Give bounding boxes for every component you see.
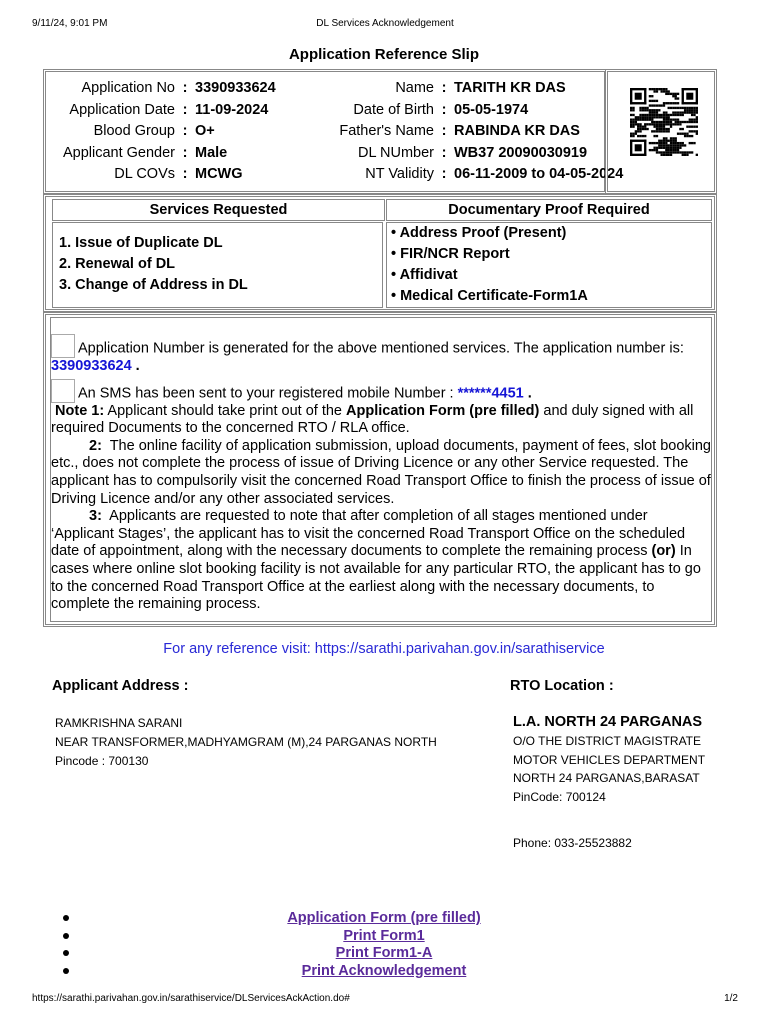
- info-label: Application No: [81, 80, 175, 96]
- address-line: RAMKRISHNA SARANI: [55, 716, 183, 730]
- info-value: 06-11-2009 to 04-05-2024: [454, 166, 624, 182]
- bullet-icon: [63, 933, 69, 939]
- info-value: O+: [195, 123, 215, 139]
- list-item: [0, 963, 768, 981]
- applicant-info-panel: [43, 69, 624, 194]
- info-value: MCWG: [195, 166, 243, 182]
- info-value: 05-05-1974: [454, 101, 529, 118]
- bullet-icon: [63, 968, 69, 974]
- page-title: Application Reference Slip: [288, 46, 480, 63]
- footer-url: https://sarathi.parivahan.gov.in/sarathiservice/DLServicesAckAction.do#: [32, 993, 350, 1004]
- colon: :: [182, 101, 188, 118]
- rto-line: MOTOR VEHICLES DEPARTMENT: [513, 752, 706, 767]
- app-number-text: Application Number is generated for the above mentioned services. The application number is:: [78, 340, 684, 357]
- qr-code-panel: [605, 69, 717, 194]
- action-links: [0, 910, 768, 980]
- proof-item: • Medical Certificate-Form1A: [391, 288, 588, 304]
- checkbox-icon: [51, 334, 75, 358]
- print-acknowledgement-link[interactable]: Print Acknowledgement: [301, 962, 467, 979]
- documentary-proof-header: Documentary Proof Required: [386, 199, 712, 221]
- services-requested-cell: [52, 222, 383, 308]
- info-value: 11-09-2024: [195, 101, 269, 118]
- colon: :: [182, 144, 188, 161]
- info-row: [44, 121, 623, 143]
- period: .: [523, 385, 532, 401]
- period: .: [131, 358, 140, 374]
- proof-item: • Address Proof (Present): [391, 225, 567, 241]
- documentary-proof-cell: [386, 222, 712, 308]
- note3-or: (or): [651, 543, 676, 560]
- print-form1-link[interactable]: Print Form1: [343, 927, 425, 944]
- note1-text-b: and duly signed with all required Documents to the concerned RTO / RLA office.: [51, 402, 694, 437]
- note1-bold: Application Form (pre filled): [346, 402, 540, 419]
- mobile-number: ******4451: [457, 385, 524, 401]
- info-value: WB37 20090030919: [454, 144, 588, 161]
- rto-line: NORTH 24 PARGANAS,BARASAT: [513, 771, 700, 785]
- applicant-address: [55, 714, 437, 771]
- colon: :: [182, 166, 188, 182]
- info-label: Application Date: [69, 101, 175, 118]
- service-item: 1. Issue of Duplicate DL: [59, 235, 223, 251]
- note2-label: 2:: [89, 437, 102, 454]
- info-row: [44, 143, 623, 165]
- colon: :: [441, 166, 447, 182]
- applicant-info-grid: [44, 78, 623, 186]
- bullet-icon: [63, 915, 69, 921]
- info-label: NT Validity: [365, 166, 434, 182]
- proof-item: • FIR/NCR Report: [391, 246, 510, 262]
- notes-panel: [43, 312, 717, 627]
- info-label: Name: [395, 80, 434, 96]
- reference-link[interactable]: For any reference visit: https://sarathi.parivahan.gov.in/sarathiservice: [163, 641, 605, 657]
- proof-item: • Affidivat: [391, 267, 458, 283]
- note3-text-b: In cases where online slot booking facility is not available for any particular RTO, the applicant has to go to the concerned Road Transport Office at the earliest along with the necessary documents, to complete the remaining process.: [51, 543, 701, 613]
- print-header: [32, 18, 738, 29]
- app-number-value: 3390933624: [51, 358, 132, 374]
- info-row: [44, 78, 623, 100]
- colon: :: [441, 123, 447, 139]
- note2-text: The online facility of application submission, upload documents, payment of fees, slot booking etc., does not complete the process of issue of Driving Licence or any other Service requested. The applicant has to compulsorily visit the concerned Road Transport Office to finish the process of issue of Driving Licence and/or any other associated services.: [51, 437, 711, 507]
- info-value: Male: [195, 144, 228, 161]
- list-item: [0, 910, 768, 928]
- application-form-link[interactable]: Application Form (pre filled): [287, 910, 481, 926]
- info-value: RABINDA KR DAS: [454, 123, 580, 139]
- rto-location: [513, 712, 705, 853]
- colon: :: [441, 101, 447, 118]
- print-form1a-link[interactable]: Print Form1-A: [335, 945, 433, 961]
- list-item: [0, 945, 768, 963]
- bullet-icon: [63, 950, 69, 956]
- info-label: Blood Group: [93, 123, 175, 139]
- note1-text-a: Applicant should take print out of the: [107, 402, 342, 419]
- colon: :: [182, 80, 188, 96]
- info-row: [44, 100, 623, 122]
- rto-name: L.A. NORTH 24 PARGANAS: [513, 714, 703, 730]
- colon: :: [441, 80, 447, 96]
- info-value: TARITH KR DAS: [454, 80, 566, 96]
- page-number: 1/2: [724, 993, 738, 1004]
- note3-label: 3:: [89, 508, 102, 525]
- colon: :: [182, 123, 188, 139]
- notes-content: [50, 317, 712, 622]
- print-datetime: 9/11/24, 9:01 PM: [32, 18, 108, 29]
- info-value: 3390933624: [195, 80, 276, 96]
- services-table: [43, 194, 717, 312]
- note3-text-a: Applicants are requested to note that after completion of all stages mentioned under ‘Applicant Stages’, the applicant has to visit the concerned Road Transport Office on the scheduled date of appointment, along with the necessary documents to complete the remaining process: [51, 508, 686, 560]
- info-label: Date of Birth: [353, 101, 434, 118]
- info-label: Father's Name: [339, 123, 434, 139]
- note1-label: Note 1:: [55, 402, 105, 419]
- print-title: DL Services Acknowledgement: [316, 18, 454, 29]
- info-row: [44, 164, 623, 186]
- address-pincode: Pincode : 700130: [55, 754, 149, 768]
- sms-text: An SMS has been sent to your registered mobile Number :: [78, 385, 454, 401]
- print-footer: [32, 993, 738, 1004]
- info-label: DL COVs: [114, 166, 175, 182]
- address-line: NEAR TRANSFORMER,MADHYAMGRAM (M),24 PARGANAS NORTH: [55, 735, 437, 749]
- applicant-address-heading: Applicant Address :: [52, 678, 189, 694]
- info-label: Applicant Gender: [62, 144, 175, 161]
- rto-pincode: PinCode: 700124: [513, 789, 606, 804]
- list-item: [0, 928, 768, 946]
- rto-phone: Phone: 033-25523882: [513, 836, 632, 850]
- info-label: DL NUmber: [357, 144, 434, 161]
- rto-location-heading: RTO Location :: [510, 678, 614, 694]
- service-item: 3. Change of Address in DL: [59, 277, 248, 293]
- qr-code-icon: [630, 88, 698, 156]
- services-requested-header: Services Requested: [52, 199, 385, 221]
- checkbox-icon: [51, 379, 75, 403]
- colon: :: [441, 144, 447, 161]
- service-item: 2. Renewal of DL: [59, 256, 176, 272]
- rto-line: O/O THE DISTRICT MAGISTRATE: [513, 734, 702, 748]
